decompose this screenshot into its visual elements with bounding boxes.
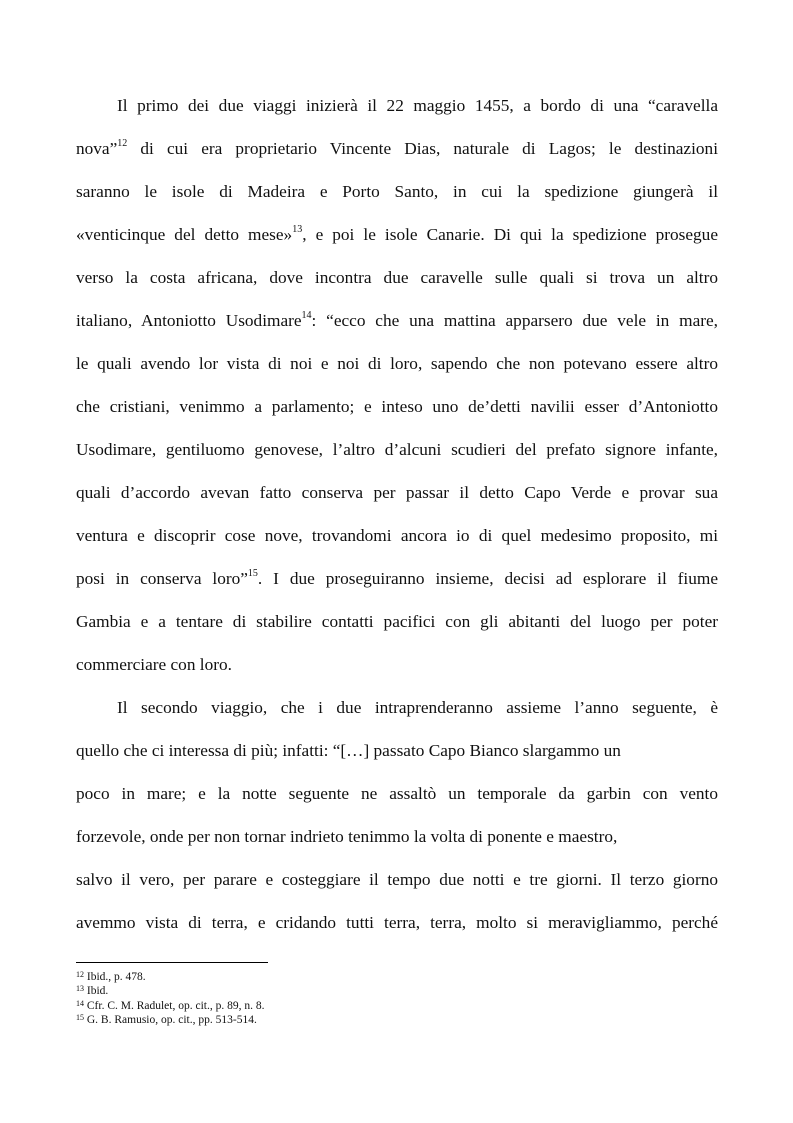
p1-line-13: Gambia e a tentare di stabilire contatti pacifici con gli abitanti del luogo per poter — [76, 612, 718, 631]
footnote-13: $^{13}$ Ibid. — [76, 984, 109, 997]
p1-line-11: ventura e discoprir cose nove, trovandomi ancora io di quel medesimo proposito, mi — [76, 526, 718, 545]
footnote-12: $^{12}$ Ibid., p. 478. — [76, 970, 146, 983]
p1-line-14: commerciare con loro. — [76, 655, 232, 674]
p1-line-12: posi in conserva loro”$^{15}$. I due proseguiranno insieme, decisi ad esplorare il fiume — [76, 568, 718, 588]
footnote-ref-14[interactable]: 14 — [301, 310, 312, 321]
footnote-ref-12[interactable]: 12 — [117, 138, 128, 149]
footnote-14: $^{14}$ Cfr. C. M. Radulet, op. cit., p. 89, n. 8. — [76, 999, 265, 1012]
footnote-ref-15[interactable]: 15 — [247, 568, 258, 579]
p2-line-4: forzevole, onde per non tornar indrieto tenimmo la volta di ponente e maestro, — [76, 827, 618, 846]
p2-line-2: quello che ci interessa di più; infatti: “[…] passato Capo Bianco slargammo un — [76, 741, 621, 760]
p1-line-5: verso la costa africana, dove incontra due caravelle sulle quali si trova un altro — [76, 268, 718, 287]
p2-line-3: poco in mare; e la notte seguente ne assaltò un temporale da garbin con vento — [76, 784, 718, 803]
p1-line-4: «venticinque del detto mese»$^{13}$, e poi le isole Canarie. Di qui la spedizione prosegue — [76, 224, 718, 244]
footnote-divider — [76, 962, 268, 963]
p1-line-8: che cristiani, venimmo a parlamento; e inteso uno de’detti navilii esser d’Antoniotto — [76, 397, 718, 416]
p1-line-6: italiano, Antoniotto Usodimare$^{14}$: “ecco che una mattina apparsero due vele in mare, — [76, 310, 718, 330]
p1-line-1: Il primo dei due viaggi inizierà il 22 maggio 1455, a bordo di una “caravella — [117, 96, 718, 115]
p1-line-9: Usodimare, gentiluomo genovese, l’altro d’alcuni scudieri del prefato signore infante, — [76, 440, 718, 459]
p2-line-1: Il secondo viaggio, che i due intraprenderanno assieme l’anno seguente, è — [117, 698, 718, 717]
p2-line-5: salvo il vero, per parare e costeggiare il tempo due notti e tre giorni. Il terzo giorno — [76, 870, 718, 889]
p1-line-3: saranno le isole di Madeira e Porto Santo, in cui la spedizione giungerà il — [76, 182, 718, 201]
p1-line-7: le quali avendo lor vista di noi e noi di loro, sapendo che non potevano essere altro — [76, 354, 718, 373]
footnote-15: $^{15}$ G. B. Ramusio, op. cit., pp. 513-514. — [76, 1013, 257, 1026]
p1-line-10: quali d’accordo avevan fatto conserva per passar il detto Capo Verde e provar sua — [76, 483, 718, 502]
p1-line-2: nova”$^{12}$ di cui era proprietario Vincente Dias, naturale di Lagos; le destinazioni — [76, 138, 718, 158]
footnote-ref-13[interactable]: 13 — [292, 224, 303, 235]
p2-line-6: avemmo vista di terra, e cridando tutti terra, terra, molto si meravigliammo, perché — [76, 913, 718, 932]
